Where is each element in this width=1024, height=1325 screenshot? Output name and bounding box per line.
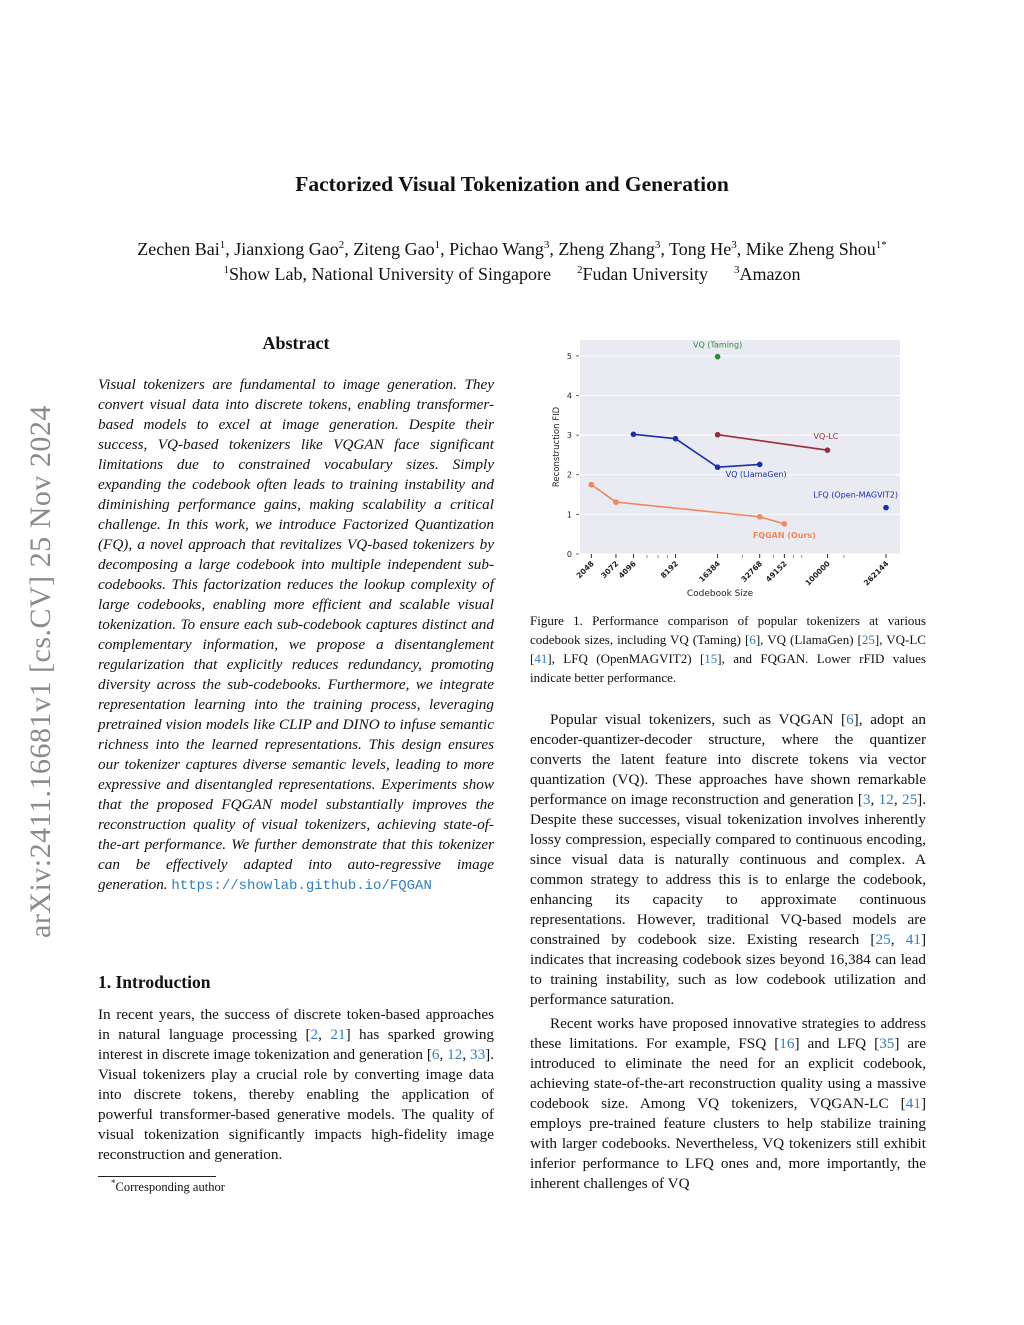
- text-run: ], and FQGAN. Lower rFID values indicate better performance.: [530, 651, 926, 685]
- data-point-vq-llamagen: [715, 464, 721, 470]
- abstract-heading: Abstract: [262, 333, 330, 353]
- x-tick-label: 49152: [763, 559, 789, 584]
- arxiv-stamp: arXiv:2411.16681v1 [cs.CV] 25 Nov 2024: [24, 405, 57, 938]
- y-tick-label: 0: [566, 550, 572, 559]
- author-affiliation-mark: 1: [219, 239, 226, 251]
- text-run: ] employs pre-trained feature clusters to help stabilize training with larger codebooks. Nevertheless, VQ tokenizers still exhibit inferior performance to LFQ ones and, more importantly, the inherent challenges of VQ: [530, 1095, 926, 1192]
- x-tick-label: 8192: [658, 559, 680, 581]
- series-label-fqgan-ours: FQGAN (Ours): [752, 530, 816, 540]
- citation-link[interactable]: 6: [431, 1046, 440, 1063]
- text-run: ]. Visual tokenizers play a crucial role by converting image data into discrete tokens, thereby enabling the application of powerful transformer-based generative models. The quality of visual tokenization significantly impacts high-fidelity image reconstruction and generation.: [98, 1046, 495, 1163]
- author-name: Jianxiong Gao: [234, 239, 339, 259]
- affiliation-mark: 1: [223, 264, 230, 276]
- text-run: ,: [462, 1046, 470, 1063]
- citation-link[interactable]: 25: [901, 791, 918, 808]
- author-name: Mike Zheng Shou: [745, 239, 876, 259]
- body-paragraph-2: [530, 1014, 926, 1194]
- abstract-text: Visual tokenizers are fundamental to image generation. They convert visual data into discrete tokens, enabling transformer-based models to excel at image generation. Despite their success, VQ-based tokenizers like VQGAN face significant limitations due to constrained vocabulary sizes. Simply expanding the codebook often leads to training instability and diminishing performance gains, making scalability a critical challenge. In this work, we introduce Factorized Quantization (FQ), a novel approach that revitalizes VQ-based tokenizers by decomposing a large codebook into multiple independent sub-codebooks. This factorization reduces the lookup complexity of large codebooks, enabling more efficient and scalable visual tokenization. To ensure each sub-codebook captures distinct and complementary information, we propose a disentanglement regularization that explicitly reduces redundancy, promoting diversity across the sub-codebooks. Furthermore, we integrate representation learning into the training process, leveraging pretrained vision models like CLIP and DINO to infuse semantic richness into the learned representations. This design ensures our tokenizer captures diverse semantic levels, leading to more expressive and disentangled representations. Experiments show that the proposed FQGAN model substantially improves the reconstruction quality of visual tokenizers, achieving state-of-the-art performance. We further demonstrate that this tokenizer can be effectively adapted into auto-regressive image generation.: [98, 376, 494, 893]
- author-name: Tong He: [669, 239, 732, 259]
- footnote-text: Corresponding author: [115, 1180, 225, 1195]
- data-point-fqgan-ours: [589, 482, 595, 488]
- citation-link[interactable]: 25: [861, 632, 875, 647]
- series-label-vq-llamagen: VQ (LlamaGen): [725, 470, 787, 480]
- text-run: ], VQ-LC [: [530, 632, 926, 666]
- x-tick-label: 16384: [697, 559, 723, 584]
- author-affiliation-mark: 3: [731, 239, 737, 251]
- text-run: ,: [893, 791, 902, 808]
- author-name: Zheng Zhang: [558, 239, 655, 259]
- y-tick-label: 1: [566, 510, 572, 520]
- text-run: ] indicates that increasing codebook sizes beyond 16,384 can lead to training instability, such as low codebook utilization and performance saturation.: [530, 931, 926, 1008]
- text-run: ,: [318, 1026, 331, 1043]
- text-run: ], LFQ (OpenMAGVIT2) [: [547, 651, 705, 666]
- text-run: ] are introduced to eliminate the need for an explicit codebook, achieving state-of-the-art reconstruction quality using a massive codebook size. Among VQ tokenizers, VQGAN-LC [: [530, 1035, 926, 1112]
- text-run: ] has sparked growing interest in discrete image tokenization and generation [: [98, 1026, 495, 1063]
- data-point-lfq-open-magvit2: [883, 505, 889, 511]
- author-affiliation-mark: 1*: [875, 239, 887, 251]
- x-tick-label: 4096: [616, 559, 638, 581]
- footnote: [111, 1178, 225, 1195]
- text-run: ]. Despite these successes, visual tokenization involves inherently lossy compression, especially compared to continuous encoding, since visual data is naturally continuous and complex. A common strategy to address this is to enlarge the codebook, enhancing its capacity to approximate continuous representations. However, traditional VQ-based models are constrained by codebook size. Existing research [: [530, 791, 927, 948]
- y-tick-label: 2: [566, 470, 572, 480]
- x-tick-label: 3072: [599, 559, 621, 581]
- data-point-fqgan-ours: [782, 521, 788, 527]
- paper-title: Factorized Visual Tokenization and Generation: [295, 172, 729, 196]
- author-name: Pichao Wang: [449, 239, 544, 259]
- citation-link[interactable]: 12: [447, 1046, 463, 1063]
- abstract-body: [98, 375, 494, 896]
- affiliation-name: Show Lab, National University of Singapore: [229, 264, 551, 284]
- series-label-lfq-open-magvit2: LFQ (Open-MAGVIT2): [813, 490, 899, 500]
- citation-link[interactable]: 41: [534, 651, 548, 666]
- project-link[interactable]: https://showlab.github.io/FQGAN: [171, 878, 432, 894]
- citation-link[interactable]: 41: [905, 1095, 921, 1112]
- text-run: ], adopt an encoder-quantizer-decoder structure, where the quantizer converts the latent feature into discrete tokens via vector quantization (VQ). These approaches have shown remarkable performance on image reconstruction and generation [: [530, 711, 926, 808]
- plot-area: [580, 340, 900, 554]
- author-name: Zechen Bai: [137, 239, 220, 259]
- author-affiliation-mark: 3: [543, 239, 550, 251]
- text-run: In recent years, the success of discrete token-based approaches in natural language processing [: [98, 1006, 494, 1043]
- data-point-vq-llamagen: [757, 462, 763, 468]
- text-run: ,: [439, 1046, 448, 1063]
- data-point-vq-lc: [715, 432, 721, 438]
- data-point-vq-llamagen: [631, 432, 637, 438]
- figure-1-chart: [530, 332, 910, 604]
- citation-link[interactable]: 33: [469, 1046, 486, 1063]
- citation-link[interactable]: 16: [779, 1035, 795, 1052]
- author-affiliation-mark: 3: [654, 239, 661, 251]
- intro-paragraph: [98, 1005, 494, 1165]
- series-label-vq-taming: VQ (Taming): [693, 340, 743, 350]
- y-axis-label: Reconstruction FID: [552, 406, 562, 488]
- citation-link[interactable]: 12: [878, 791, 894, 808]
- data-point-vq-lc: [825, 447, 831, 453]
- footnote-divider: [98, 1176, 216, 1177]
- x-tick-label: 262144: [861, 559, 891, 588]
- section-heading-introduction: 1. Introduction: [98, 972, 211, 992]
- text-run: ], VQ (LlamaGen) [: [755, 632, 862, 647]
- figure-caption: [530, 611, 926, 687]
- citation-link[interactable]: 6: [846, 711, 854, 728]
- x-axis-label: Codebook Size: [686, 589, 754, 599]
- affiliation-list: [0, 264, 1024, 285]
- citation-link[interactable]: 41: [905, 931, 921, 948]
- series-label-vq-lc: VQ-LC: [813, 432, 839, 442]
- citation-link[interactable]: 2: [310, 1026, 319, 1043]
- citation-link[interactable]: 6: [749, 632, 756, 647]
- y-tick-label: 4: [566, 391, 572, 401]
- text-run: ,: [890, 931, 906, 948]
- affiliation-name: Amazon: [739, 264, 801, 284]
- affiliation-mark: 2: [576, 264, 583, 276]
- y-tick-label: 3: [566, 431, 572, 441]
- text-run: ] and LFQ [: [794, 1035, 880, 1052]
- affiliation-mark: 3: [733, 264, 740, 276]
- citation-link[interactable]: 35: [879, 1035, 895, 1052]
- data-point-vq-taming: [715, 354, 721, 360]
- citation-link[interactable]: 21: [330, 1026, 346, 1043]
- text-run: Figure 1. Performance comparison of popular tokenizers at various codebook sizes, including VQ (Taming) [: [530, 613, 926, 647]
- author-name: Ziteng Gao: [353, 239, 435, 259]
- body-paragraph-1: [530, 710, 926, 1010]
- footnote-mark: *: [111, 1178, 116, 1188]
- data-point-fqgan-ours: [613, 499, 619, 505]
- x-tick-label: 2048: [574, 559, 596, 581]
- x-tick-label: 100000: [803, 559, 832, 588]
- author-list: Zechen Bai$^1$, Jianxiong Gao$^2$, Ziteng Gao$^1$, Pichao Wang$^3$, Zheng Zhang$^3$, Tong He$^3$, Mike Zheng Shou$^{1*}$: [137, 239, 887, 259]
- author-affiliation-mark: 1: [434, 239, 441, 251]
- citation-link[interactable]: 3: [862, 791, 871, 808]
- citation-link[interactable]: 25: [875, 931, 891, 948]
- x-tick-label: 32768: [739, 559, 765, 584]
- data-point-fqgan-ours: [757, 514, 763, 520]
- citation-link[interactable]: 15: [704, 651, 718, 666]
- y-tick-label: 5: [566, 351, 572, 361]
- author-affiliation-mark: 2: [338, 239, 345, 251]
- text-run: ,: [870, 791, 879, 808]
- text-run: Popular visual tokenizers, such as VQGAN [: [550, 711, 847, 728]
- affiliation-name: Fudan University: [582, 264, 708, 284]
- text-run: Recent works have proposed innovative strategies to address these limitations. For example, FSQ [: [530, 1015, 926, 1052]
- data-point-vq-llamagen: [673, 436, 679, 442]
